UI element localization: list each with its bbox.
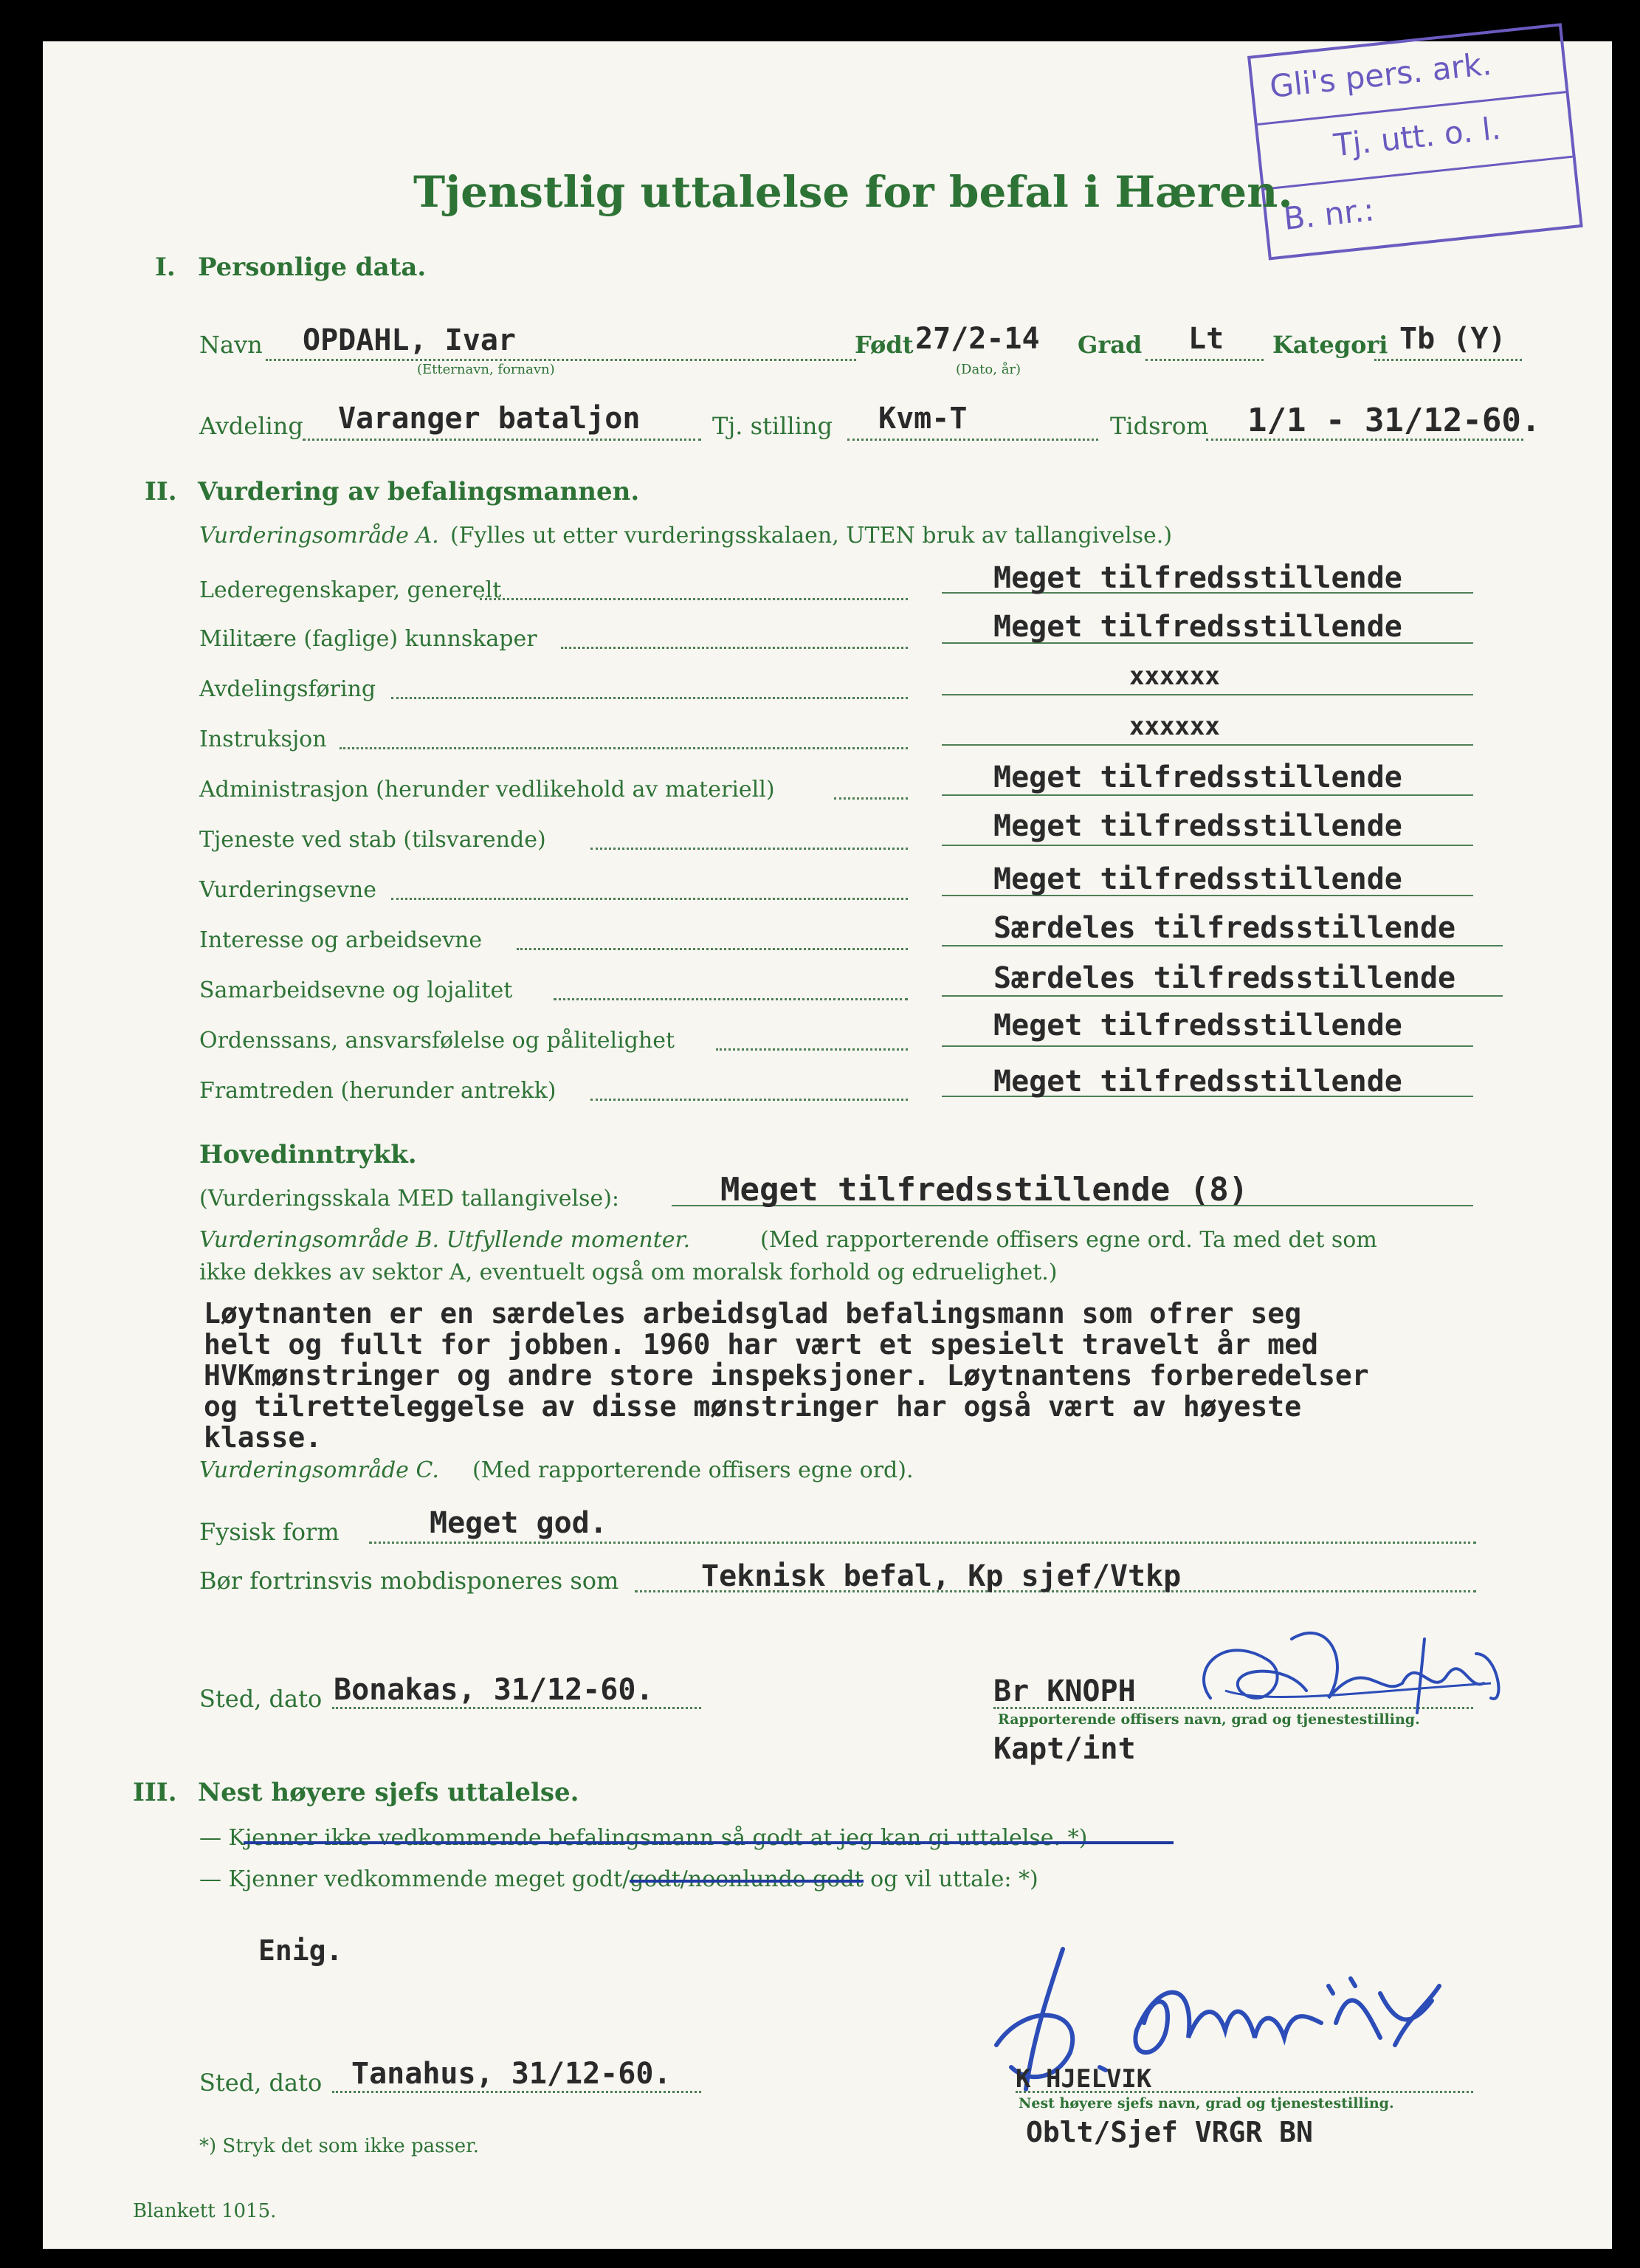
rating-label: Interesse og arbeidsevne bbox=[199, 927, 483, 953]
rating-label: Vurderingsevne bbox=[199, 877, 376, 903]
area-a-note: (Fylles ut etter vurderingsskalaen, UTEN bruk av tallangivelse.) bbox=[450, 523, 1173, 549]
rating-value: xxxxxx bbox=[1129, 712, 1220, 741]
text-line: helt og fullt for jobben. 1960 har vært et spesielt travelt år med bbox=[204, 1328, 1318, 1361]
document-title: Tjenstlig uttalelse for befal i Hæren. bbox=[413, 167, 1293, 217]
fodt-hint: (Dato, år) bbox=[956, 362, 1021, 377]
section-2-heading: Vurdering av befalingsmannen. bbox=[198, 477, 640, 506]
section-1-heading: Personlige data. bbox=[198, 252, 427, 282]
reporter-rank: Kapt/int bbox=[993, 1732, 1136, 1766]
text-line: og tilretteleggelse av disse mønstringer har også vært av høyeste bbox=[204, 1390, 1302, 1423]
rating-label: Administrasjon (herunder vedlikehold av materiell) bbox=[199, 777, 775, 803]
chief-name: K HJELVIK bbox=[1016, 2064, 1152, 2094]
hoved-label: (Vurderingsskala MED tallangivelse): bbox=[199, 1186, 620, 1212]
option-1: — Kjenner ikke vedkommende befalingsmann så godt at jeg kan gi uttalelse. *) bbox=[199, 1825, 1088, 1851]
section-3-number: III. bbox=[133, 1778, 177, 1807]
navn-label: Navn bbox=[199, 331, 263, 359]
form-number: Blankett 1015. bbox=[133, 2200, 277, 2222]
area-b-note-2: ikke dekkes av sektor A, eventuelt også om moralsk forhold og edruelighet.) bbox=[199, 1260, 1058, 1285]
rating-value: Meget tilfredsstillende bbox=[993, 1065, 1402, 1099]
stamp-line-1: Gli's pers. ark. bbox=[1267, 45, 1494, 105]
text-line: klasse. bbox=[204, 1421, 323, 1454]
grad-label: Grad bbox=[1078, 331, 1143, 359]
rating-label: Lederegenskaper, generelt bbox=[199, 577, 502, 603]
rating-value: Særdeles tilfredsstillende bbox=[993, 911, 1456, 945]
mob-label: Bør fortrinsvis mobdisponeres som bbox=[199, 1567, 619, 1595]
navn-hint: (Etternavn, fornavn) bbox=[417, 362, 555, 377]
area-c-note: (Med rapporterende offisers egne ord). bbox=[472, 1457, 914, 1483]
tidsrom-value: 1/1 - 31/12-60. bbox=[1247, 402, 1541, 439]
stamp-line-3: B. nr.: bbox=[1281, 191, 1377, 237]
area-b-note-1: (Med rapporterende offisers egne ord. Ta med det som bbox=[760, 1227, 1377, 1253]
section-1-number: I. bbox=[155, 252, 176, 282]
rating-value: Meget tilfredsstillende bbox=[993, 809, 1402, 843]
avdeling-value: Varanger bataljon bbox=[338, 402, 641, 436]
rating-label: Avdelingsføring bbox=[199, 676, 376, 702]
sted-value: Bonakas, 31/12-60. bbox=[334, 1673, 654, 1707]
rating-label: Ordenssans, ansvarsfølelse og pålitelighet bbox=[199, 1028, 675, 1054]
rating-value: Meget tilfredsstillende bbox=[993, 760, 1402, 794]
mob-value: Teknisk befal, Kp sjef/Vtkp bbox=[701, 1559, 1182, 1593]
rating-value: xxxxxx bbox=[1129, 662, 1220, 691]
sted-label-3: Sted, dato bbox=[199, 2069, 323, 2097]
rating-label: Samarbeidsevne og lojalitet bbox=[199, 977, 513, 1003]
fodt-label: Født bbox=[855, 331, 914, 359]
area-c-label: Vurderingsområde C. bbox=[199, 1457, 439, 1483]
reporter-hint: Rapporterende offisers navn, grad og tjenestestilling. bbox=[998, 1711, 1420, 1728]
stamp-line-2: Tj. utt. o. l. bbox=[1331, 109, 1503, 164]
option-2-struck: godt/noenlunde godt bbox=[630, 1866, 864, 1892]
hoved-heading: Hovedinntrykk. bbox=[199, 1140, 417, 1169]
text-line: HVKmønstringer og andre store inspeksjoner. Løytnantens forberedelser bbox=[204, 1359, 1369, 1392]
footnote: *) Stryk det som ikke passer. bbox=[199, 2135, 479, 2157]
sted-value-3: Tanahus, 31/12-60. bbox=[351, 2057, 672, 2091]
kategori-label: Kategori bbox=[1272, 331, 1388, 359]
fysisk-label: Fysisk form bbox=[199, 1518, 340, 1546]
rating-value: Meget tilfredsstillende bbox=[993, 610, 1402, 644]
stilling-label: Tj. stilling bbox=[712, 412, 833, 440]
tidsrom-label: Tidsrom bbox=[1110, 412, 1209, 440]
chief-hint: Nest høyere sjefs navn, grad og tjenestestilling. bbox=[1019, 2095, 1394, 2111]
area-b-label: Vurderingsområde B. Utfyllende momenter. bbox=[199, 1227, 691, 1253]
reporter-name: Br KNOPH bbox=[993, 1674, 1136, 1708]
sted-label: Sted, dato bbox=[199, 1685, 323, 1713]
stilling-value: Kvm-T bbox=[878, 402, 968, 436]
chief-statement: Enig. bbox=[258, 1934, 343, 1967]
section-2-number: II. bbox=[145, 477, 177, 506]
rating-label: Instruksjon bbox=[199, 726, 327, 752]
option-2-part-a: — Kjenner vedkommende meget godt/ bbox=[199, 1866, 630, 1892]
rating-value: Særdeles tilfredsstillende bbox=[993, 961, 1456, 995]
fysisk-value: Meget god. bbox=[430, 1506, 607, 1540]
rating-value: Meget tilfredsstillende bbox=[993, 561, 1402, 595]
rating-label: Framtreden (herunder antrekk) bbox=[199, 1078, 557, 1104]
archive-stamp bbox=[1247, 23, 1583, 260]
chief-rank: Oblt/Sjef VRGR BN bbox=[1026, 2116, 1313, 2148]
text-line: Løytnanten er en særdeles arbeidsglad befalingsmann som ofrer seg bbox=[204, 1297, 1302, 1330]
section-3-heading: Nest høyere sjefs uttalelse. bbox=[198, 1778, 579, 1807]
reporter-signature bbox=[1181, 1609, 1520, 1735]
fodt-value: 27/2-14 bbox=[915, 322, 1040, 356]
avdeling-label: Avdeling bbox=[199, 412, 303, 440]
kategori-value: Tb (Y) bbox=[1399, 322, 1506, 356]
navn-value: OPDAHL, Ivar bbox=[303, 323, 516, 357]
option-2 bbox=[199, 1866, 1038, 1892]
rating-value: Meget tilfredsstillende bbox=[993, 1008, 1402, 1042]
option-2-part-c: og vil uttale: *) bbox=[863, 1866, 1038, 1892]
rating-label: Tjeneste ved stab (tilsvarende) bbox=[199, 827, 546, 853]
hoved-value: Meget tilfredsstillende (8) bbox=[720, 1171, 1249, 1209]
area-a-label: Vurderingsområde A. bbox=[199, 523, 439, 549]
rating-label: Militære (faglige) kunnskaper bbox=[199, 626, 537, 652]
rating-value: Meget tilfredsstillende bbox=[993, 862, 1402, 896]
grad-value: Lt bbox=[1188, 322, 1224, 356]
